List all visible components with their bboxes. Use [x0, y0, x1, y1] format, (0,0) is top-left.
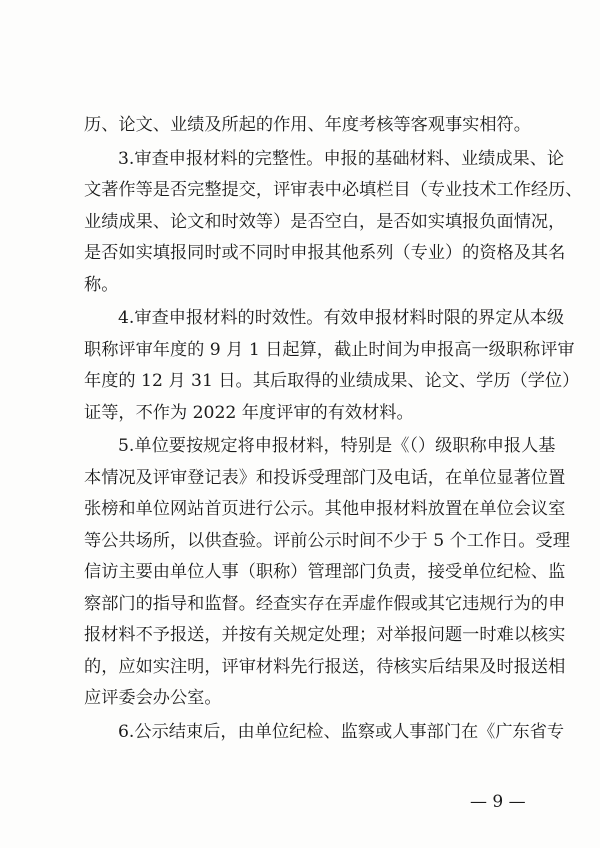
paragraph-0-line-0: 历、论文、业绩及所起的作用、年度考核等客观事实相符。	[84, 115, 531, 135]
page-number: — 9 —	[470, 792, 526, 812]
paragraph-1-line-2: 业绩成果、论文和时效等）是否空白，是否如实填报负面情况，	[84, 211, 566, 232]
paragraph-3-line-0: 5.单位要按规定将申报材料，特别是《（）级职称申报人基	[118, 436, 556, 456]
paragraph-4-line-0: 6.公示结束后，由单位纪检、监察或人事部门在《广东省专	[118, 721, 565, 742]
paragraph-3-line-6: 报材料不予报送，并按有关规定处理；对举报问题一时难以核实	[84, 625, 566, 645]
body-text	[84, 110, 583, 748]
paragraph-1-line-4: 称。	[84, 274, 119, 295]
paragraph-2-line-2: 年度的 12 月 31 日。其后取得的业绩成果、论文、学历（学位）	[84, 371, 580, 391]
paragraph-3-line-8: 应评委会办公室。	[84, 688, 222, 708]
paragraph-3-line-5: 察部门的指导和监督。经查实存在弄虚作假或其它违规行为的申	[84, 593, 566, 614]
paragraph-2-line-3: 证等，不作为 2022 年度评审的有效材料。	[84, 402, 414, 423]
paragraph-1-line-0: 3.审查申报材料的完整性。申报的基础材料、业绩成果、论	[118, 148, 565, 169]
paragraph-3-line-2: 张榜和单位网站首页进行公示。其他申报材料放置在单位会议室	[84, 499, 566, 519]
paragraph-3-line-7: 的，应如实注明，评审材料先行报送，待核实后结果及时报送相	[84, 656, 566, 677]
paragraph-3-line-3: 等公共场所，以供查验。评前公示时间不少于 5 个工作日。受理	[84, 530, 570, 551]
paragraph-2-line-0: 4.审查申报材料的时效性。有效申报材料时限的界定从本级	[118, 308, 565, 328]
paragraph-3-line-4: 信访主要由单位人事（职称）管理部门负责，接受单位纪检、监	[84, 562, 566, 582]
paragraph-1-line-3: 是否如实填报同时或不同时申报其他系列（专业）的资格及其名	[84, 243, 566, 263]
paragraph-3-line-1: 本情况及评审登记表》和投诉受理部门及电话，在单位显著位置	[84, 467, 566, 488]
paragraph-2-line-1: 职称评审年度的 9 月 1 日起算，截止时间为申报高一级职称评审	[84, 339, 575, 360]
paragraph-1-line-1: 文著作等是否完整提交，评审表中必填栏目（专业技术工作经历、	[84, 180, 583, 200]
